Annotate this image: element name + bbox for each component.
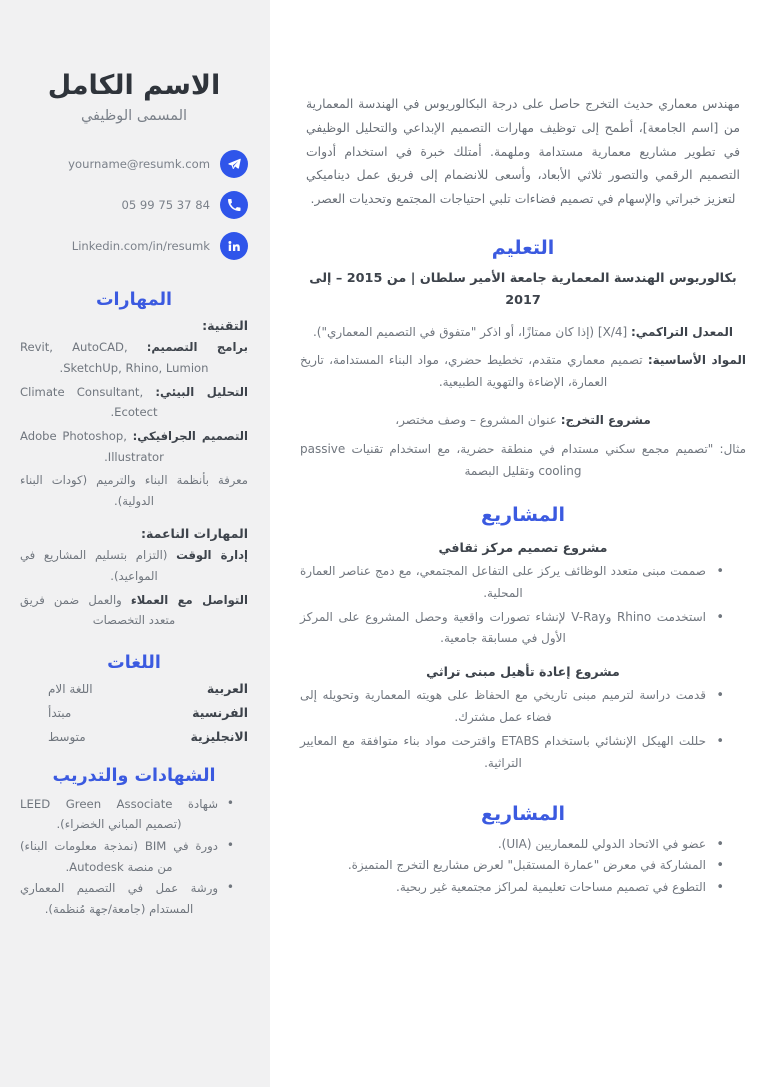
contact-linkedin[interactable] — [20, 232, 248, 260]
languages-heading: اللغات — [107, 652, 161, 673]
send-icon — [220, 150, 248, 178]
education-courses-value: تصميم معماري متقدم، تخطيط حضري، مواد البناء المستدامة، تاريخ العمارة، الإضاءة والتهوية الطبيعية. — [300, 353, 648, 390]
skill-environmental-analysis — [20, 382, 248, 423]
list-item: • صممت مبنى متعدد الوظائف يركز على التفاعل المجتمعي، مع دمج عناصر العمارة المحلية. — [300, 561, 720, 605]
language-level: مبتدأ — [48, 705, 72, 720]
contact-list — [20, 150, 248, 260]
language-row — [20, 729, 248, 744]
skill-design-software — [20, 337, 248, 378]
sidebar-column — [0, 0, 270, 1087]
languages-section — [20, 653, 248, 744]
professional-summary: مهندس معماري حديث التخرج حاصل على درجة البكالوريوس في الهندسة المعمارية من [اسم الجامعة]، أطمح إلى توظيف مهارات التصميم الإبداعي والتحليل الوظيفي في تطوير مشاريع معمارية مستدامة وملهمة. أمتلك خبرة في استخدام أدوات التصميم الرقمي والتصور ثلاثي الأبعاد، وأسعى للانضمام إلى فريق عمل ديناميكي لتعزيز خبراتي والإسهام في تصميم فضاءات تلبي احتياجات المجتمع وتحديات العصر. — [306, 96, 740, 207]
page-title: الاسم الكامل — [47, 70, 221, 101]
language-name: الانجليزية — [190, 728, 248, 744]
list-item: • عضو في الاتحاد الدولي للمعماريين (UIA). — [300, 834, 720, 856]
education-gpa — [300, 321, 746, 343]
main-column — [270, 0, 768, 1087]
education-heading: التعليم — [491, 237, 555, 260]
activities-section — [300, 803, 746, 899]
project-title: مشروع إعادة تأهيل مبنى تراثي — [426, 664, 620, 680]
linkedin-icon — [220, 232, 248, 260]
project-item — [300, 664, 746, 774]
skill-design-software-value: Revit, AutoCAD, SketchUp, Rhino, Lumion. — [20, 340, 209, 376]
soft-skill-time-management-value: (التزام بتسليم المشاريع في المواعيد). — [20, 548, 177, 584]
soft-skill-communication-label: التواصل مع العملاء — [130, 592, 248, 607]
list-item: • حللت الهيكل الإنشائي باستخدام ETABS واقترحت مواد بناء متوافقة مع المعايير التراثية. — [300, 731, 720, 775]
language-level: اللغة الام — [48, 681, 93, 696]
activities-bullet-list — [300, 834, 746, 899]
list-item: • ورشة عمل في التصميم المعماري المستدام (جامعة/جهة مُنظمة). — [20, 878, 232, 919]
graduation-project — [300, 409, 746, 431]
list-item: • قدمت دراسة لترميم مبنى تاريخي مع الحفاظ على هويته المعمارية وتحويله إلى فضاء عمل مشترك. — [300, 685, 720, 729]
language-name: الفرنسية — [192, 704, 248, 720]
contact-email-text: yourname@resumk.com — [68, 157, 210, 172]
contact-linkedin-text: Linkedin.com/in/resumk — [71, 239, 210, 254]
soft-skill-time-management — [20, 545, 248, 586]
graduation-project-label: مشروع التخرج: — [560, 413, 651, 428]
contact-phone[interactable] — [20, 191, 248, 219]
skill-building-codes: معرفة بأنظمة البناء والترميم (كودات البناء الدولية). — [20, 473, 248, 508]
language-row — [20, 705, 248, 720]
education-courses-label: المواد الأساسية: — [647, 353, 746, 368]
list-item: • استخدمت Rhino وV-Ray لإنشاء تصورات واقعية وحصل المشروع على المركز الأول في مسابقة جامعية. — [300, 607, 720, 651]
skill-design-software-label: برامج التصميم: — [146, 340, 248, 355]
skills-section — [20, 290, 248, 631]
list-item: • التطوع في تصميم مساحات تعليمية لمراكز مجتمعية غير ربحية. — [300, 877, 720, 899]
education-gpa-label: المعدل التراكمي: — [631, 324, 734, 339]
certifications-section — [20, 766, 248, 920]
phone-icon — [220, 191, 248, 219]
project-bullet-list — [300, 561, 746, 650]
soft-skill-communication — [20, 590, 248, 631]
certifications-bullet-list — [20, 794, 248, 920]
skill-graphic-design-label: التصميم الجرافيكي: — [132, 428, 249, 443]
skill-graphic-design-value: Adobe Photoshop, Illustrator. — [20, 428, 164, 464]
education-gpa-value: [X/4] (إذا كان ممتازًا، أو اذكر "متفوق في التصميم المعماري"). — [312, 324, 631, 339]
education-courses — [300, 349, 746, 393]
certifications-heading: الشهادات والتدريب — [52, 765, 216, 786]
projects-section — [300, 504, 746, 775]
contact-email[interactable] — [20, 150, 248, 178]
soft-skill-time-management-label: إدارة الوقت — [176, 548, 248, 563]
skills-technical-label: التقنية: — [202, 318, 248, 334]
language-level: متوسط — [48, 729, 86, 744]
activities-heading: المشاريع — [481, 802, 565, 825]
graduation-project-example: مثال: "تصميم مجمع سكني مستدام في منطقة حضرية، مع استخدام تقنيات passive cooling وتقليل البصمة — [300, 441, 746, 478]
graduation-project-value: عنوان المشروع – وصف مختصر، — [395, 413, 561, 428]
list-item: • دورة في BIM (نمذجة معلومات البناء) من منصة Autodesk. — [20, 836, 232, 877]
job-title: المسمى الوظيفي — [80, 108, 188, 125]
contact-phone-text: 05 99 75 37 84 — [121, 198, 210, 213]
soft-skill-communication-value: والعمل ضمن فريق متعدد التخصصات — [20, 592, 176, 628]
skill-environmental-analysis-value: Climate Consultant, Ecotect. — [20, 384, 158, 420]
language-row — [20, 681, 248, 696]
list-item: • شهادة LEED Green Associate (تصميم المباني الخضراء). — [20, 794, 232, 835]
project-item — [300, 540, 746, 650]
skills-soft-label: المهارات الناعمة: — [141, 526, 248, 542]
project-bullet-list — [300, 685, 746, 774]
language-name: العربية — [206, 680, 248, 696]
list-item: • المشاركة في معرض "عمارة المستقبل" لعرض مشاريع التخرج المتميزة. — [300, 855, 720, 877]
project-title: مشروع تصميم مركز ثقافي — [438, 539, 608, 555]
projects-heading: المشاريع — [481, 503, 565, 526]
skill-graphic-design — [20, 426, 248, 467]
skill-environmental-analysis-label: التحليل البيئي: — [155, 384, 248, 399]
skills-heading: المهارات — [95, 290, 173, 311]
education-section — [300, 237, 746, 482]
education-degree-line: بكالوريوس الهندسة المعمارية جامعة الأمير سلطان | من 2015 – إلى 2017 — [309, 271, 737, 309]
